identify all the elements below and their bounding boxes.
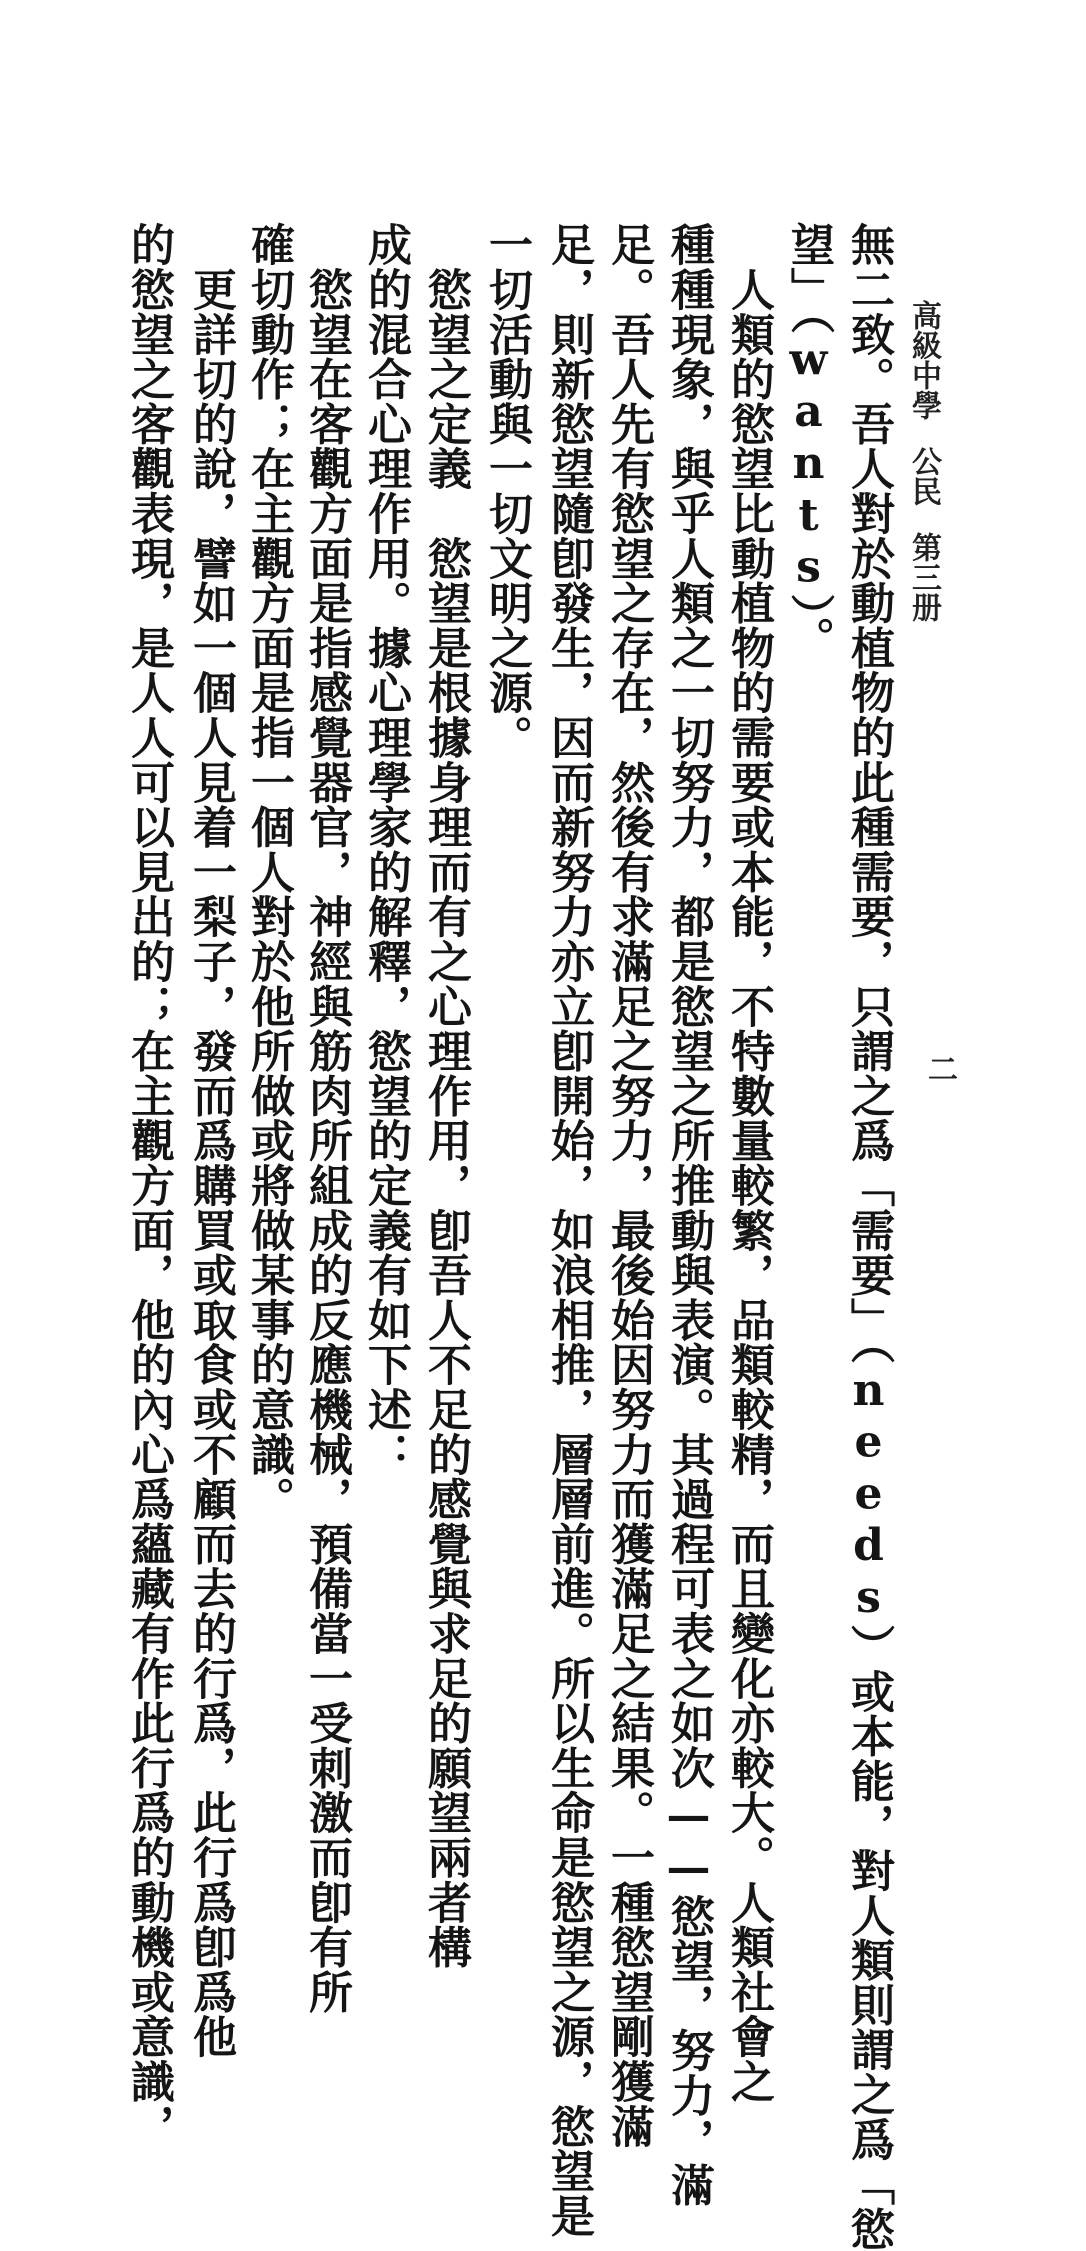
text-column-3: 人類的慾望比動植物的需要或本能，不特數量較繁，品類較精，而且變化亦較大。人類社會之: [723, 222, 774, 2104]
running-header: [906, 300, 941, 622]
text-column-2: 望」（wants）。: [783, 222, 834, 661]
text-column-7: 一切活動與一切文明之源。: [481, 222, 532, 760]
header-book-title: 高級中學: [906, 300, 941, 420]
text-column-5: 足。吾人先有慾望之存在，然後有求滿足之努力，最後始因努力而獲滿足之結果。一種慾望剛獲滿: [603, 222, 654, 2149]
text-column-9: 成的混合心理作用。據心理學家的解釋，慾望的定義有如下述：: [360, 222, 411, 1477]
header-volume: 第三册: [906, 532, 941, 622]
header-subject: 公民: [906, 446, 941, 506]
text-column-6: 足，則新慾望隨卽發生，因而新努力亦立卽開始，如浪相推，層層前進。所以生命是慾望之源，慾望是: [543, 222, 594, 2238]
text-column-8-section-heading: 慾望之定義 慾望是根據身理而有之心理作用，卽吾人不足的感覺與求足的願望兩者構: [420, 222, 471, 1970]
text-column-1: 無二致。吾人對於動植物的此種需要，只謂之爲「需要」（needs）或本能，對人類則謂之爲「慾: [843, 222, 894, 2251]
text-column-10: 慾望在客觀方面是指感覺器官，神經與筋肉所組成的反應機械，預備當一受刺激而卽有所: [301, 222, 352, 2014]
text-column-13: 的慾望之客觀表現，是人人可以見出的；在主觀方面，他的內心爲蘊藏有作此行爲的動機或意識，: [123, 222, 174, 2149]
text-column-12: 更詳切的說，譬如一個人見着一梨子，發而爲購買或取食或不顧而去的行爲，此行爲卽爲他: [185, 222, 236, 2059]
page-number: 二: [928, 1053, 958, 1088]
text-column-11: 確切動作；在主觀方面是指一個人對於他所做或將做某事的意識。: [243, 222, 294, 1522]
text-column-4: 種種現象，與乎人類之一切努力，都是慾望之所推動與表演。其過程可表之如次——慾望，努力，滿: [663, 222, 714, 2208]
